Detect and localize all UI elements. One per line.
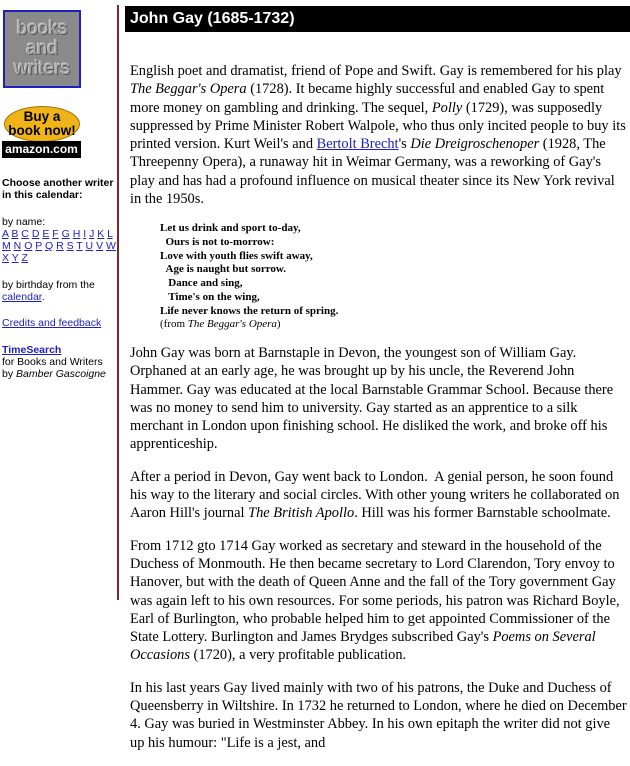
article-body [130,62,628,766]
amazon-logo: amazon.com [2,141,81,158]
amazon-line2: book now! [8,123,76,138]
letter-link-e[interactable]: E [42,227,50,240]
letter-link-v[interactable]: V [96,240,104,253]
paragraph-intro: English poet and dramatist, friend of Pope and Swift. Gay is remembered for his play The Beggar's Opera (1728). It became highly successful and enabled Gay to spent more money on gambling and drinking. The sequel, Polly (1729), was supposedly suppressed by Prime Minister Robert Walpole, who thus only incited people to buy its printed version. Kurt Weil's and Bertolt Brecht's Die Dreigroschenoper (1928, The Threepenny Opera), a runaway hit in Weimar Germany, was a reworking of Gay's play and has had a profound influence on musical theater since its New York revival in the 1950s. [130,63,626,208]
letter-link-y[interactable]: Y [11,252,19,265]
letter-link-o[interactable]: O [24,240,33,253]
paragraph-last-years: In his last years Gay lived mainly with two of his patrons, the Duke and Duchess of Queensberry in Wiltshire. In 1732 he returned to London, where he died on December 4. Gay was buried in Westminster Abbey. In his own epitaph the writer did not give up his humour: "Life is a jest, and [130,679,627,751]
letter-link-r[interactable]: R [56,240,64,253]
logo-word: books [16,18,68,39]
letter-link-m[interactable]: M [2,240,11,253]
for-books-text: for Books and Writers [2,355,103,368]
letter-link-k[interactable]: K [97,227,105,240]
amazon-badge [4,106,80,142]
choose-heading: Choose another writer in this calendar: [2,177,114,202]
by-birthday-label: by birthday from the [2,278,95,291]
poem-line: Dance and sing, [160,277,243,290]
poem-line: Let us drink and sport to-day, [160,222,301,235]
letter-link-i[interactable]: I [83,227,87,240]
letter-link-b[interactable]: B [11,227,19,240]
poem-line: Ours is not to-morrow: [160,236,275,249]
sidebar [2,10,116,381]
by-text: by [2,368,17,381]
logo-word: writers [14,58,70,79]
by-birthday: by birthday from the calendar. [2,278,95,304]
credits-link[interactable]: Credits and feedback [2,317,102,330]
letter-link-w[interactable]: W [106,240,116,253]
letter-link-u[interactable]: U [85,240,94,253]
poem-quote [160,222,628,332]
letter-link-d[interactable]: D [31,227,40,240]
logo-word: and [26,38,58,59]
letter-link-j[interactable]: J [89,227,95,240]
letter-link-n[interactable]: N [13,240,22,253]
author-name: Bamber Gascoigne [16,368,106,381]
amazon-buy-button[interactable] [2,106,81,159]
books-and-writers-logo[interactable] [3,10,81,88]
poem-line: Life never knows the return of spring. [160,304,339,317]
letter-link-h[interactable]: H [72,227,81,240]
paragraph-early-life: John Gay was born at Barnstaple in Devon, the youngest son of William Gay. Orphaned at an early age, he was brought up by his uncle, the Reverend John Hammer. Gay was educated at the local Barnstable Grammar School. Because there was no money to send him to university. Gay started as an apprentice to a silk merchant in London upon finishing school. He disliked the work, and broke off his apprenticeship. [130,345,614,453]
by-name-label: by name: [2,215,46,228]
poem-line: Love with youth flies swift away, [160,249,313,262]
letter-link-z[interactable]: Z [21,252,28,265]
page-title: John Gay (1685-1732) [125,6,630,32]
letter-link-l[interactable]: L [107,227,113,240]
amazon-line1: Buy a [23,109,61,124]
letter-link-t[interactable]: T [76,240,83,253]
letter-link-a[interactable]: A [2,227,9,240]
letter-link-g[interactable]: G [61,227,70,240]
paragraph-career: From 1712 gto 1714 Gay worked as secretary and steward in the household of the Duchess of Monmouth. He then became secretary to Lord Clarendon, Tory envoy to Hanover, but with the death of Queen Anne and the fall of the Tory government Gay was again left to his own resources. For some periods, his patron was Richard Boyle, Earl of Burlington, who probable helped him to get appointed Commissioner of the State Lottery. Burlington and James Brydges subscribed Gay's Poems on Several Occasions (1720), a very profitable publication. [130,537,620,664]
divider [117,5,119,600]
letter-link-q[interactable]: Q [45,240,54,253]
letter-link-x[interactable]: X [2,252,10,265]
letter-link-s[interactable]: S [66,240,74,253]
letter-link-c[interactable]: C [21,227,29,240]
letter-link-f[interactable]: F [52,227,59,240]
paragraph-london: After a period in Devon, Gay went back to London. A genial person, he soon found his way to the literary and social circles. With other young writers he collaborated on Aaron Hill's journal The British Apollo. Hill was his former Barnstable schoolmate. [130,468,620,522]
poem-line: Time's on the wing, [160,290,260,303]
poem-source: (from The Beggar's Opera) [160,318,281,331]
letter-link-p[interactable]: P [35,240,43,253]
calendar-link[interactable]: calendar [2,291,42,304]
letter-index [2,228,116,265]
poem-line: Age is naught but sorrow. [160,263,287,276]
timesearch-link[interactable]: TimeSearch [2,343,62,356]
brecht-link[interactable]: Bertolt Brecht [316,136,399,153]
